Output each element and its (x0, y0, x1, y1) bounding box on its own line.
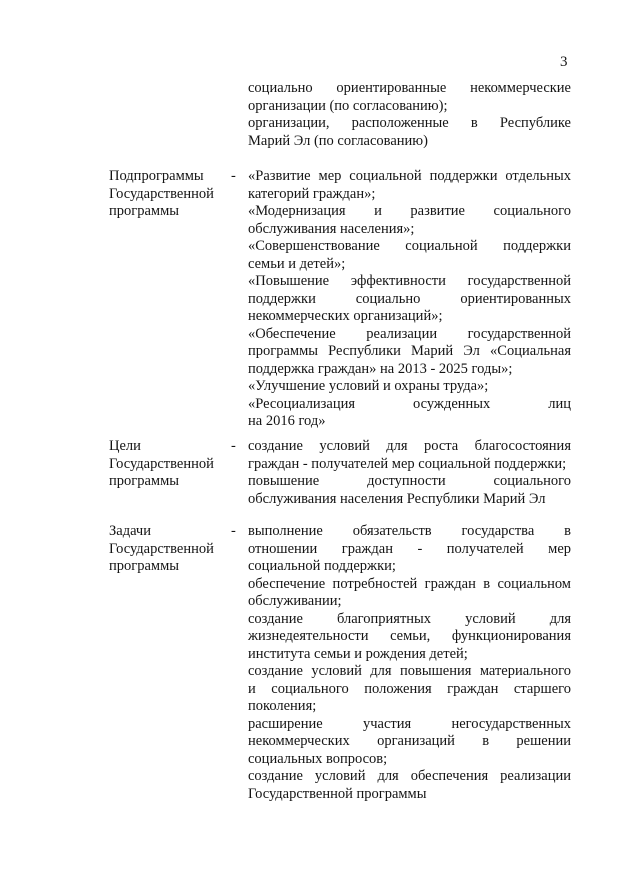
list-item-line: социально ориентированные некоммерческие (248, 80, 571, 96)
list-item (248, 663, 571, 716)
label-dash: - (231, 168, 236, 184)
list-item (248, 576, 571, 611)
section-label (109, 523, 227, 576)
label-dash: - (231, 438, 236, 454)
list-item-line: социальных вопросов; (248, 750, 388, 767)
list-item-line: социальной поддержки; (248, 558, 396, 574)
list-item-line: Государственной программы (248, 785, 427, 802)
list-item (248, 523, 571, 576)
list-item-line: института семьи и рождения детей; (248, 645, 468, 662)
section-label-line: программы (109, 558, 179, 574)
list-item (248, 438, 571, 473)
section-body (248, 168, 571, 431)
list-item-line: Марий Эл (по согласованию) (248, 132, 428, 149)
section-label-line: Государственной (109, 185, 214, 202)
list-item (248, 115, 571, 150)
list-item (248, 716, 571, 769)
list-item-line: поколения; (248, 698, 317, 714)
list-item-line: некоммерческих организаций в решении (248, 733, 571, 749)
list-item-line: расширение участия негосударственных (248, 715, 571, 732)
list-item (248, 611, 571, 664)
list-item (248, 203, 571, 238)
list-item-line: «Обеспечение реализации государственной (248, 325, 571, 342)
section-label-line: Подпрограммы (109, 168, 204, 184)
section-body (248, 523, 571, 803)
list-item-line: организации, расположенные в Республике (248, 115, 571, 131)
section-label-line: Цели (109, 438, 141, 454)
list-item (248, 378, 571, 396)
list-item (248, 80, 571, 115)
list-item-line: обслуживания населения Республики Марий Эл (248, 490, 546, 507)
section-label-line: Государственной (109, 455, 214, 472)
list-item-line: поддержки социально ориентированных (248, 290, 571, 307)
list-item (248, 168, 571, 203)
list-item-line: семьи и детей»; (248, 255, 346, 272)
list-item-line: «Улучшение условий и охраны труда»; (248, 378, 489, 394)
list-item-line: повышение доступности социального (248, 473, 571, 489)
label-dash: - (231, 523, 236, 539)
list-item (248, 326, 571, 379)
list-item-line: создание благоприятных условий для (248, 610, 571, 627)
list-item-line: «Повышение эффективности государственной (248, 273, 571, 289)
list-item (248, 238, 571, 273)
list-item-line: категорий граждан»; (248, 185, 376, 202)
list-item-line: и социального положения граждан старшего (248, 680, 571, 697)
list-item-line: выполнение обязательств государства в (248, 523, 571, 539)
list-item-line: поддержка граждан» на 2013 - 2025 годы»; (248, 360, 513, 377)
section-label-line: программы (109, 203, 179, 219)
list-item-line: организации (по согласованию); (248, 97, 448, 114)
list-item-line: «Ресоциализация осужденных лиц (248, 395, 571, 412)
list-item-line: создание условий для роста благосостояния (248, 438, 571, 454)
list-item-line: «Совершенствование социальной поддержки (248, 238, 571, 254)
section-label (109, 438, 227, 491)
list-item-line: «Развитие мер социальной поддержки отдельных (248, 168, 571, 184)
list-item-line: обслуживании; (248, 593, 342, 609)
list-item-line: программы Республики Марий Эл «Социальная (248, 343, 571, 359)
list-item-line: отношении граждан - получателей мер (248, 540, 571, 557)
list-item (248, 768, 571, 803)
list-item (248, 473, 571, 508)
list-item-line: создание условий для повышения материального (248, 663, 571, 679)
list-item (248, 273, 571, 326)
list-item-line: граждан - получателей мер социальной поддержки; (248, 455, 567, 472)
section-label-line: Государственной (109, 540, 214, 557)
section-label-line: программы (109, 473, 179, 489)
page-number: 3 (560, 54, 568, 70)
list-item-line: обслуживания населения»; (248, 220, 415, 237)
list-item-line: «Модернизация и развитие социального (248, 203, 571, 219)
list-item-line: жизнедеятельности семьи, функционирования (248, 628, 571, 644)
list-item-line: создание условий для обеспечения реализации (248, 768, 571, 784)
section-body (248, 80, 571, 150)
section-label-line: Задачи (109, 523, 151, 539)
list-item-line: некоммерческих организаций»; (248, 308, 443, 324)
list-item-line: на 2016 год» (248, 413, 326, 429)
list-item-line: обеспечение потребностей граждан в социальном (248, 575, 571, 592)
list-item (248, 396, 571, 431)
section-body (248, 438, 571, 508)
section-label (109, 168, 227, 221)
